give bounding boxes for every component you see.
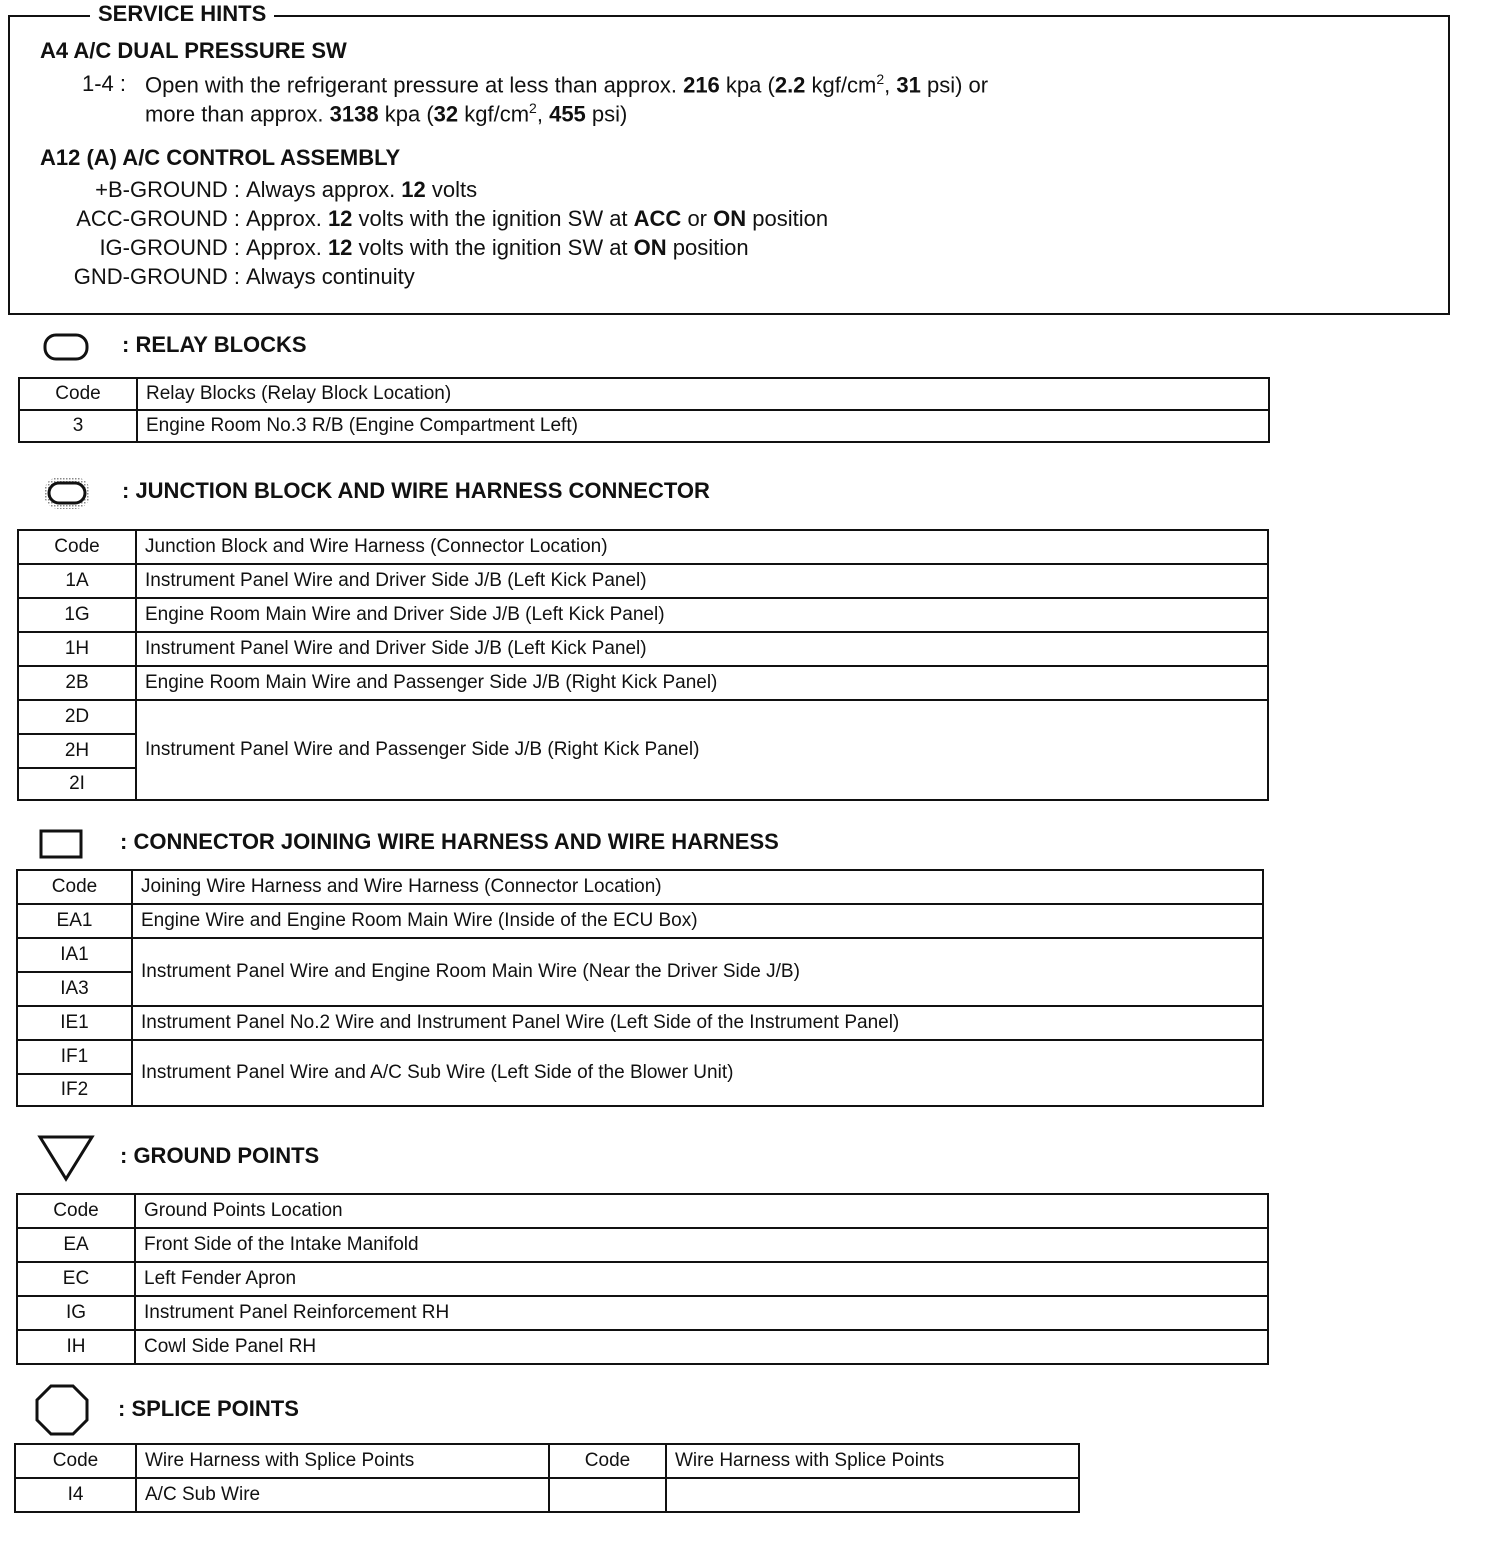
a12-line: Always continuity (246, 264, 415, 289)
desc-header: Relay Blocks (Relay Block Location) (137, 378, 1269, 410)
code-cell: EC (17, 1262, 135, 1296)
a12-pin-label: +B-GROUND : (95, 177, 240, 202)
a12-line: Approx. 12 volts with the ignition SW at ACC or ON position (246, 206, 829, 231)
ground-points-heading: : GROUND POINTS (120, 1143, 320, 1168)
table-header-row (19, 378, 1269, 410)
a12-pin-label: GND-GROUND : (73, 264, 240, 289)
connectors-heading: : CONNECTOR JOINING WIRE HARNESS AND WIRE HARNESS (120, 829, 779, 854)
code-cell: IG (17, 1296, 135, 1330)
desc-cell: Instrument Panel Wire and Engine Room Main Wire (Near the Driver Side J/B) (132, 938, 1263, 1006)
triangle-down-icon (36, 1133, 96, 1183)
desc-cell: Instrument Panel No.2 Wire and Instrument Panel Wire (Left Side of the Instrument Panel) (132, 1006, 1263, 1040)
connectors-table (16, 869, 1264, 1107)
desc-header: Wire Harness with Splice Points (666, 1444, 1079, 1478)
desc-cell: Cowl Side Panel RH (135, 1330, 1268, 1364)
splice-points-heading: : SPLICE POINTS (118, 1396, 299, 1421)
code-cell: IA1 (17, 938, 132, 972)
code-cell: IE1 (17, 1006, 132, 1040)
code-header: Code (19, 378, 137, 410)
code-cell: IH (17, 1330, 135, 1364)
a12-heading: A12 (A) A/C CONTROL ASSEMBLY (40, 145, 401, 170)
table-row (18, 666, 1268, 700)
code-cell (549, 1478, 666, 1512)
code-header: Code (17, 870, 132, 904)
table-row (19, 410, 1269, 442)
ground-points-table (16, 1193, 1269, 1365)
rounded-rect-icon (42, 332, 90, 362)
desc-cell: Instrument Panel Wire and Driver Side J/B (Left Kick Panel) (136, 632, 1268, 666)
table-row (18, 598, 1268, 632)
desc-cell: Instrument Panel Wire and Passenger Side J/B (Right Kick Panel) (136, 700, 1268, 800)
code-header: Code (18, 530, 136, 564)
desc-cell: Instrument Panel Reinforcement RH (135, 1296, 1268, 1330)
shaded-rounded-rect-icon (42, 475, 92, 511)
code-cell: 2D (18, 700, 136, 734)
code-cell: 1G (18, 598, 136, 632)
code-cell: IF2 (17, 1074, 132, 1106)
table-header-row (15, 1444, 1079, 1478)
code-cell: 1H (18, 632, 136, 666)
desc-cell (666, 1478, 1079, 1512)
code-header: Code (15, 1444, 136, 1478)
a12-line: Always approx. 12 volts (246, 177, 478, 202)
a4-line-2: more than approx. 3138 kpa (32 kgf/$cm^2$, 455 psi) (145, 100, 628, 127)
desc-header: Ground Points Location (135, 1194, 1268, 1228)
code-header: Code (549, 1444, 666, 1478)
desc-header: Junction Block and Wire Harness (Connector Location) (136, 530, 1268, 564)
relay-blocks-table (18, 377, 1270, 443)
table-row (17, 1330, 1268, 1364)
desc-cell: Engine Room Main Wire and Passenger Side J/B (Right Kick Panel) (136, 666, 1268, 700)
table-header-row (17, 870, 1263, 904)
code-cell: 2B (18, 666, 136, 700)
table-row (17, 1040, 1263, 1074)
service-hints-title: SERVICE HINTS (90, 2, 274, 26)
table-row (17, 1296, 1268, 1330)
junction-blocks-heading: : JUNCTION BLOCK AND WIRE HARNESS CONNECTOR (122, 478, 710, 503)
table-row (18, 632, 1268, 666)
code-cell: 1A (18, 564, 136, 598)
splice-points-table (14, 1443, 1080, 1513)
code-cell: 3 (19, 410, 137, 442)
code-cell: 2I (18, 768, 136, 800)
junction-blocks-table (17, 529, 1269, 801)
table-row (18, 564, 1268, 598)
table-header-row (17, 1194, 1268, 1228)
a12-pin-label: ACC-GROUND : (76, 206, 240, 231)
desc-cell: Instrument Panel Wire and Driver Side J/B (Left Kick Panel) (136, 564, 1268, 598)
octagon-icon (34, 1383, 90, 1437)
table-row (17, 1228, 1268, 1262)
table-row (17, 938, 1263, 972)
desc-cell: A/C Sub Wire (136, 1478, 549, 1512)
table-header-row (18, 530, 1268, 564)
a12-pin-label: IG-GROUND : (99, 235, 240, 260)
desc-cell: Left Fender Apron (135, 1262, 1268, 1296)
code-cell: IA3 (17, 972, 132, 1006)
table-row (17, 904, 1263, 938)
code-cell: EA1 (17, 904, 132, 938)
table-row (15, 1478, 1079, 1512)
desc-header: Joining Wire Harness and Wire Harness (Connector Location) (132, 870, 1263, 904)
code-header: Code (17, 1194, 135, 1228)
desc-cell: Engine Room No.3 R/B (Engine Compartment Left) (137, 410, 1269, 442)
table-row (17, 1262, 1268, 1296)
a12-line: Approx. 12 volts with the ignition SW at ON position (246, 235, 749, 260)
desc-header: Wire Harness with Splice Points (136, 1444, 549, 1478)
a4-pin-label: 1-4 : (82, 71, 127, 96)
desc-cell: Engine Wire and Engine Room Main Wire (Inside of the ECU Box) (132, 904, 1263, 938)
desc-cell: Instrument Panel Wire and A/C Sub Wire (Left Side of the Blower Unit) (132, 1040, 1263, 1106)
desc-cell: Engine Room Main Wire and Driver Side J/B (Left Kick Panel) (136, 598, 1268, 632)
code-cell: 2H (18, 734, 136, 768)
a4-line-1: Open with the refrigerant pressure at less than approx. 216 kpa (2.2 kgf/$cm^2$, 31 psi) or (145, 71, 989, 98)
code-cell: EA (17, 1228, 135, 1262)
table-row (18, 700, 1268, 734)
code-cell: I4 (15, 1478, 136, 1512)
code-cell: IF1 (17, 1040, 132, 1074)
square-icon (38, 827, 86, 861)
desc-cell: Front Side of the Intake Manifold (135, 1228, 1268, 1262)
a4-heading: A4 A/C DUAL PRESSURE SW (40, 38, 347, 63)
relay-blocks-heading: : RELAY BLOCKS (122, 332, 307, 357)
table-row (17, 1006, 1263, 1040)
